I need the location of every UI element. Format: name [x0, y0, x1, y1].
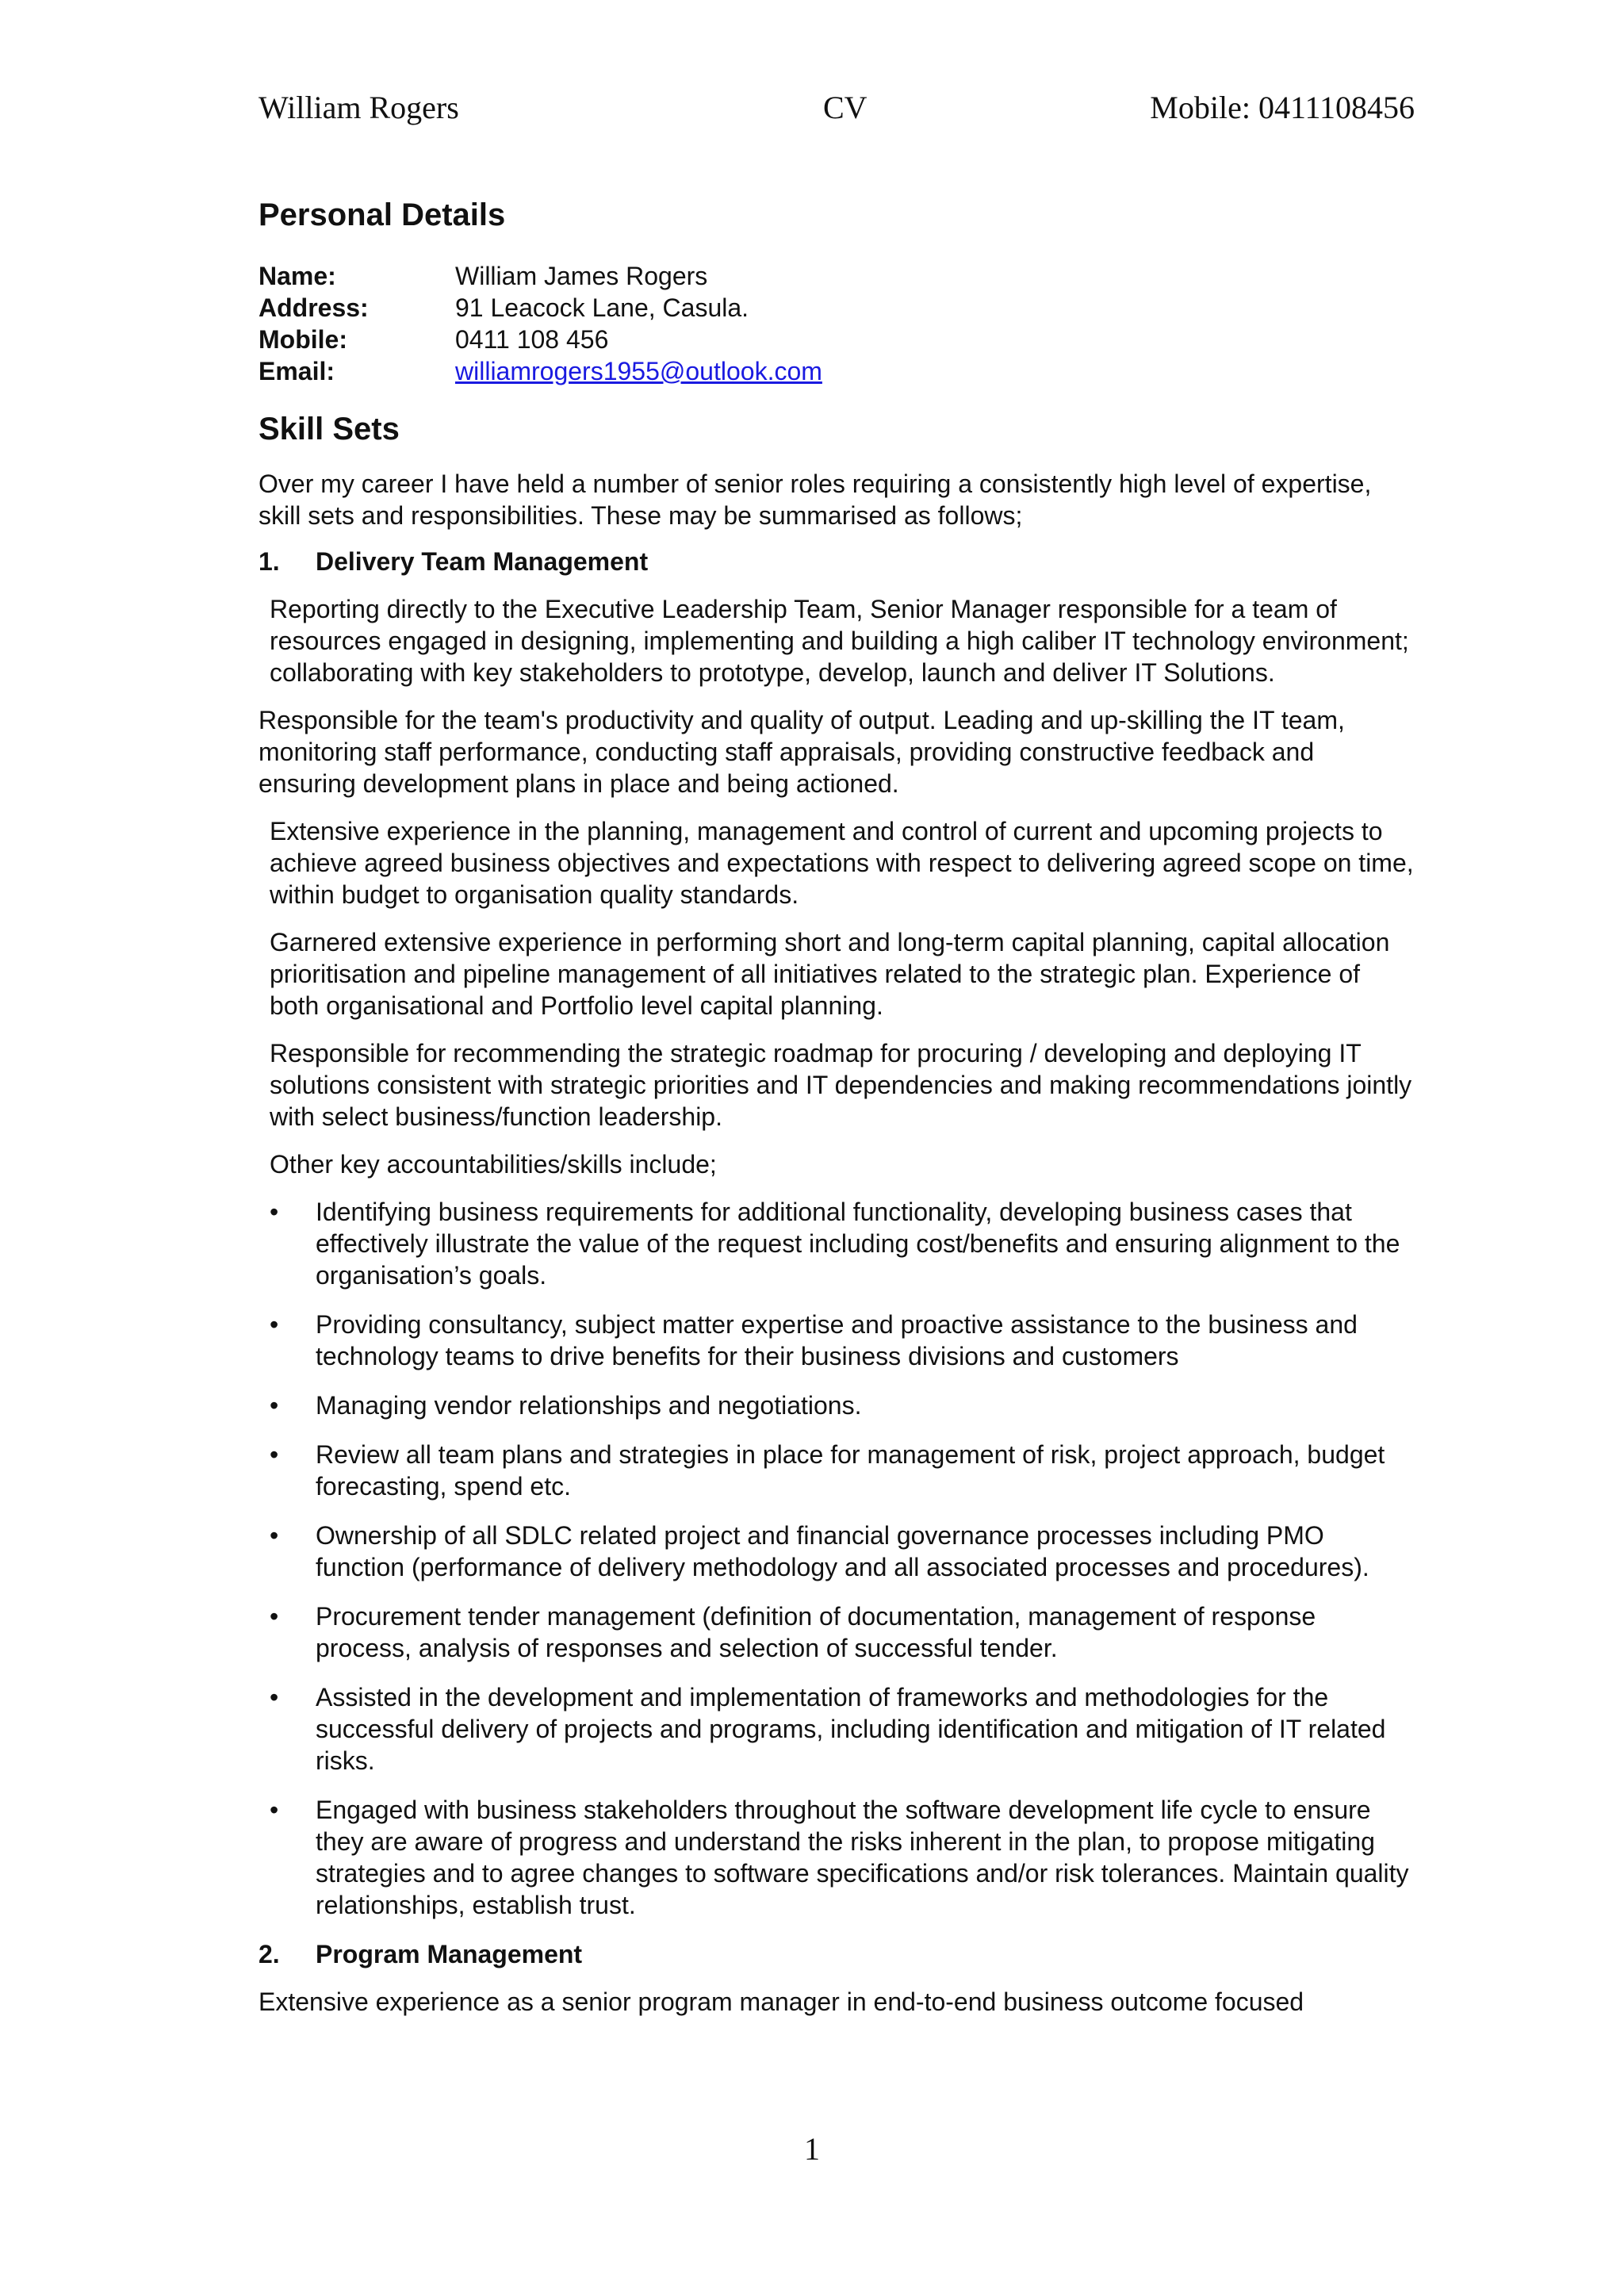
bullet-icon: •: [270, 1391, 279, 1420]
bullet-icon: •: [270, 1683, 279, 1711]
header-name: William Rogers: [259, 90, 459, 125]
list-item: [259, 1520, 1416, 1583]
bullet-icon: •: [270, 1796, 279, 1824]
page-header: [259, 89, 1415, 136]
paragraph: Extensive experience as a senior program manager in end-to-end business outcome focused: [259, 1987, 1304, 2016]
header-mobile: Mobile: 0411108456: [1150, 90, 1415, 125]
detail-label: Mobile:: [259, 325, 347, 354]
list-item: [259, 1794, 1416, 1921]
detail-row-address: [259, 292, 1416, 324]
email-link[interactable]: williamrogers1955@outlook.com: [455, 357, 822, 385]
list-item-text: Managing vendor relationships and negotiations.: [316, 1391, 862, 1420]
paragraph: Reporting directly to the Executive Leadership Team, Senior Manager responsible for a team of resources engaged in designing, implementing and building a high caliber IT technology environment; collaborating with key stakeholders to prototype, develop, launch and deliver IT Solutions.: [270, 595, 1409, 687]
bullet-icon: •: [270, 1521, 279, 1550]
list-item-text: Assisted in the development and implementation of frameworks and methodologies for the successful delivery of projects and programs, including identification and mitigation of IT related risks.: [316, 1683, 1386, 1775]
detail-value: [455, 355, 822, 387]
detail-value: 0411 108 456: [455, 325, 609, 354]
paragraph: Responsible for recommending the strategic roadmap for procuring / developing and deploying IT solutions consistent with strategic priorities and IT dependencies and making recommendations jointly with select business/function leadership.: [270, 1039, 1412, 1131]
list-item-text: Procurement tender management (definition of documentation, management of response process, analysis of responses and selection of successful tender.: [316, 1602, 1316, 1662]
list-item: [259, 1681, 1416, 1777]
paragraph: Garnered extensive experience in performing short and long-term capital planning, capital allocation prioritisation and pipeline management of all initiatives related to the strategic plan. Experience of both organisational and Portfolio level capital planning.: [270, 928, 1390, 1020]
paragraph: Responsible for the team's productivity and quality of output. Leading and up-skilling the IT team, monitoring staff performance, conducting staff appraisals, providing constructive feedback and ensuring development plans in place and being actioned.: [259, 706, 1345, 798]
detail-row-name: [259, 260, 1416, 292]
section-heading-delivery: [259, 546, 1416, 577]
list-item: [259, 1309, 1416, 1372]
header-cv: CV: [823, 90, 868, 125]
bullet-icon: •: [270, 1602, 279, 1631]
detail-value: 91 Leacock Lane, Casula.: [455, 293, 749, 322]
document-body: [259, 189, 1416, 2018]
personal-details-heading: Personal Details: [259, 197, 506, 232]
bullet-icon: •: [270, 1198, 279, 1226]
detail-row-email: [259, 355, 1416, 387]
paragraph: Other key accountabilities/skills include;: [270, 1150, 717, 1179]
detail-label: Name:: [259, 262, 336, 290]
bullet-icon: •: [270, 1440, 279, 1469]
list-item: [259, 1600, 1416, 1664]
list-item: [259, 1389, 1416, 1421]
section-number: 1.: [259, 547, 280, 576]
list-item: [259, 1439, 1416, 1502]
skills-intro: Over my career I have held a number of senior roles requiring a consistently high level of expertise, skill sets and responsibilities. These may be summarised as follows;: [259, 470, 1372, 530]
list-item-text: Providing consultancy, subject matter expertise and proactive assistance to the business and technology teams to drive benefits for their business divisions and customers: [316, 1310, 1358, 1370]
detail-value: William James Rogers: [455, 262, 708, 290]
paragraph: Extensive experience in the planning, management and control of current and upcoming projects to achieve agreed business objectives and expectations with respect to delivering agreed scope on time, within budget to organisation quality standards.: [270, 817, 1414, 909]
list-item-text: Ownership of all SDLC related project and financial governance processes including PMO function (performance of delivery methodology and all associated processes and procedures).: [316, 1521, 1369, 1581]
list-item-text: Identifying business requirements for additional functionality, developing business cases that effectively illustrate the value of the request including cost/benefits and ensuring alignment to the organisation’s goals.: [316, 1198, 1400, 1290]
accountabilities-list: [259, 1196, 1416, 1921]
section-title: Program Management: [316, 1940, 583, 1968]
list-item: [259, 1196, 1416, 1291]
section-title: Delivery Team Management: [316, 547, 649, 576]
list-item-text: Engaged with business stakeholders throughout the software development life cycle to ensure they are aware of progress and understand the risks inherent in the plan, to propose mitigating strategies and to agree changes to software specifications and/or risk tolerances. Maintain quality relationships, establish trust.: [316, 1796, 1409, 1919]
section-number: 2.: [259, 1940, 280, 1968]
list-item-text: Review all team plans and strategies in place for management of risk, project approach, budget forecasting, spend etc.: [316, 1440, 1385, 1501]
page-number: 1: [804, 2131, 820, 2167]
detail-row-mobile: [259, 324, 1416, 355]
detail-label: Email:: [259, 357, 335, 385]
section-heading-program: [259, 1938, 1416, 1970]
detail-label: Address:: [259, 293, 369, 322]
bullet-icon: •: [270, 1310, 279, 1339]
skill-sets-heading: Skill Sets: [259, 412, 400, 447]
personal-details: [259, 260, 1416, 387]
